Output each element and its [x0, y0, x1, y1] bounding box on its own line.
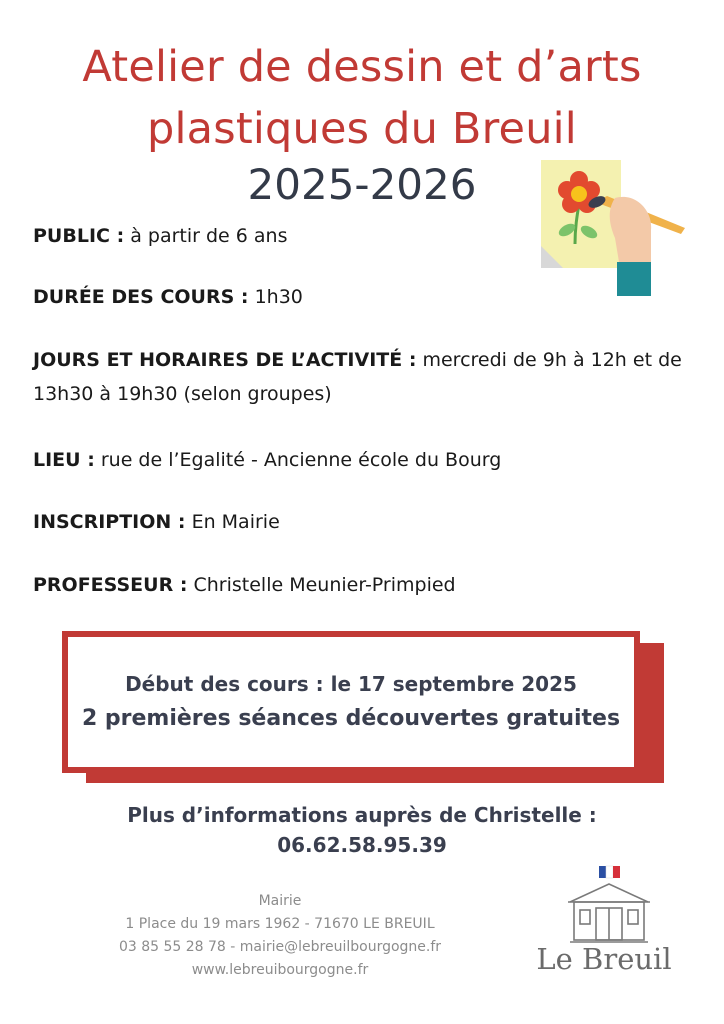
contact-phone: 06.62.58.95.39 [277, 833, 447, 857]
footer-website: www.lebreuibourgogne.fr [191, 962, 369, 978]
schedule-label: JOURS ET HORAIRES DE L’ACTIVITÉ : [33, 349, 417, 371]
course-start-text: Début des cours : le 17 septembre 2025 [125, 672, 577, 696]
public-label: PUBLIC : [33, 225, 125, 247]
season-year: 2025-2026 [247, 160, 477, 209]
town-hall-logo-icon [566, 864, 652, 946]
registration-value: En Mairie [191, 511, 280, 533]
teacher-value: Christelle Meunier-Primpied [193, 574, 456, 596]
registration-label: INSCRIPTION : [33, 511, 186, 533]
info-teacher [33, 568, 703, 602]
footer-mairie: Mairie [258, 893, 302, 909]
duration-value: 1h30 [254, 286, 303, 308]
contact-info-text: Plus d’informations auprès de Christelle : [127, 803, 597, 827]
info-location [33, 443, 703, 477]
logo-text: Le Breuil [536, 942, 672, 976]
location-label: LIEU : [33, 449, 95, 471]
footer-phone-email: 03 85 55 28 78 - mairie@lebreuilbourgogne.fr [118, 939, 442, 955]
info-schedule [33, 343, 703, 411]
info-registration [33, 505, 703, 539]
highlight-box [62, 631, 640, 773]
title-line-1: Atelier de dessin et d’arts [82, 42, 642, 92]
info-duration [33, 280, 703, 314]
footer-address: 1 Place du 19 mars 1962 - 71670 LE BREUIL [125, 916, 435, 932]
location-value: rue de l’Egalité - Ancienne école du Bourg [100, 449, 502, 471]
info-public [33, 219, 703, 253]
teacher-label: PROFESSEUR : [33, 574, 188, 596]
free-sessions-text: 2 premières séances découvertes gratuites [81, 706, 621, 731]
title-line-2: plastiques du Breuil [147, 104, 577, 154]
public-value: à partir de 6 ans [130, 225, 288, 247]
duration-label: DURÉE DES COURS : [33, 286, 249, 308]
schedule-value: mercredi de 9h à 12h et de 13h30 à 19h30 (selon groupes) [33, 349, 682, 405]
